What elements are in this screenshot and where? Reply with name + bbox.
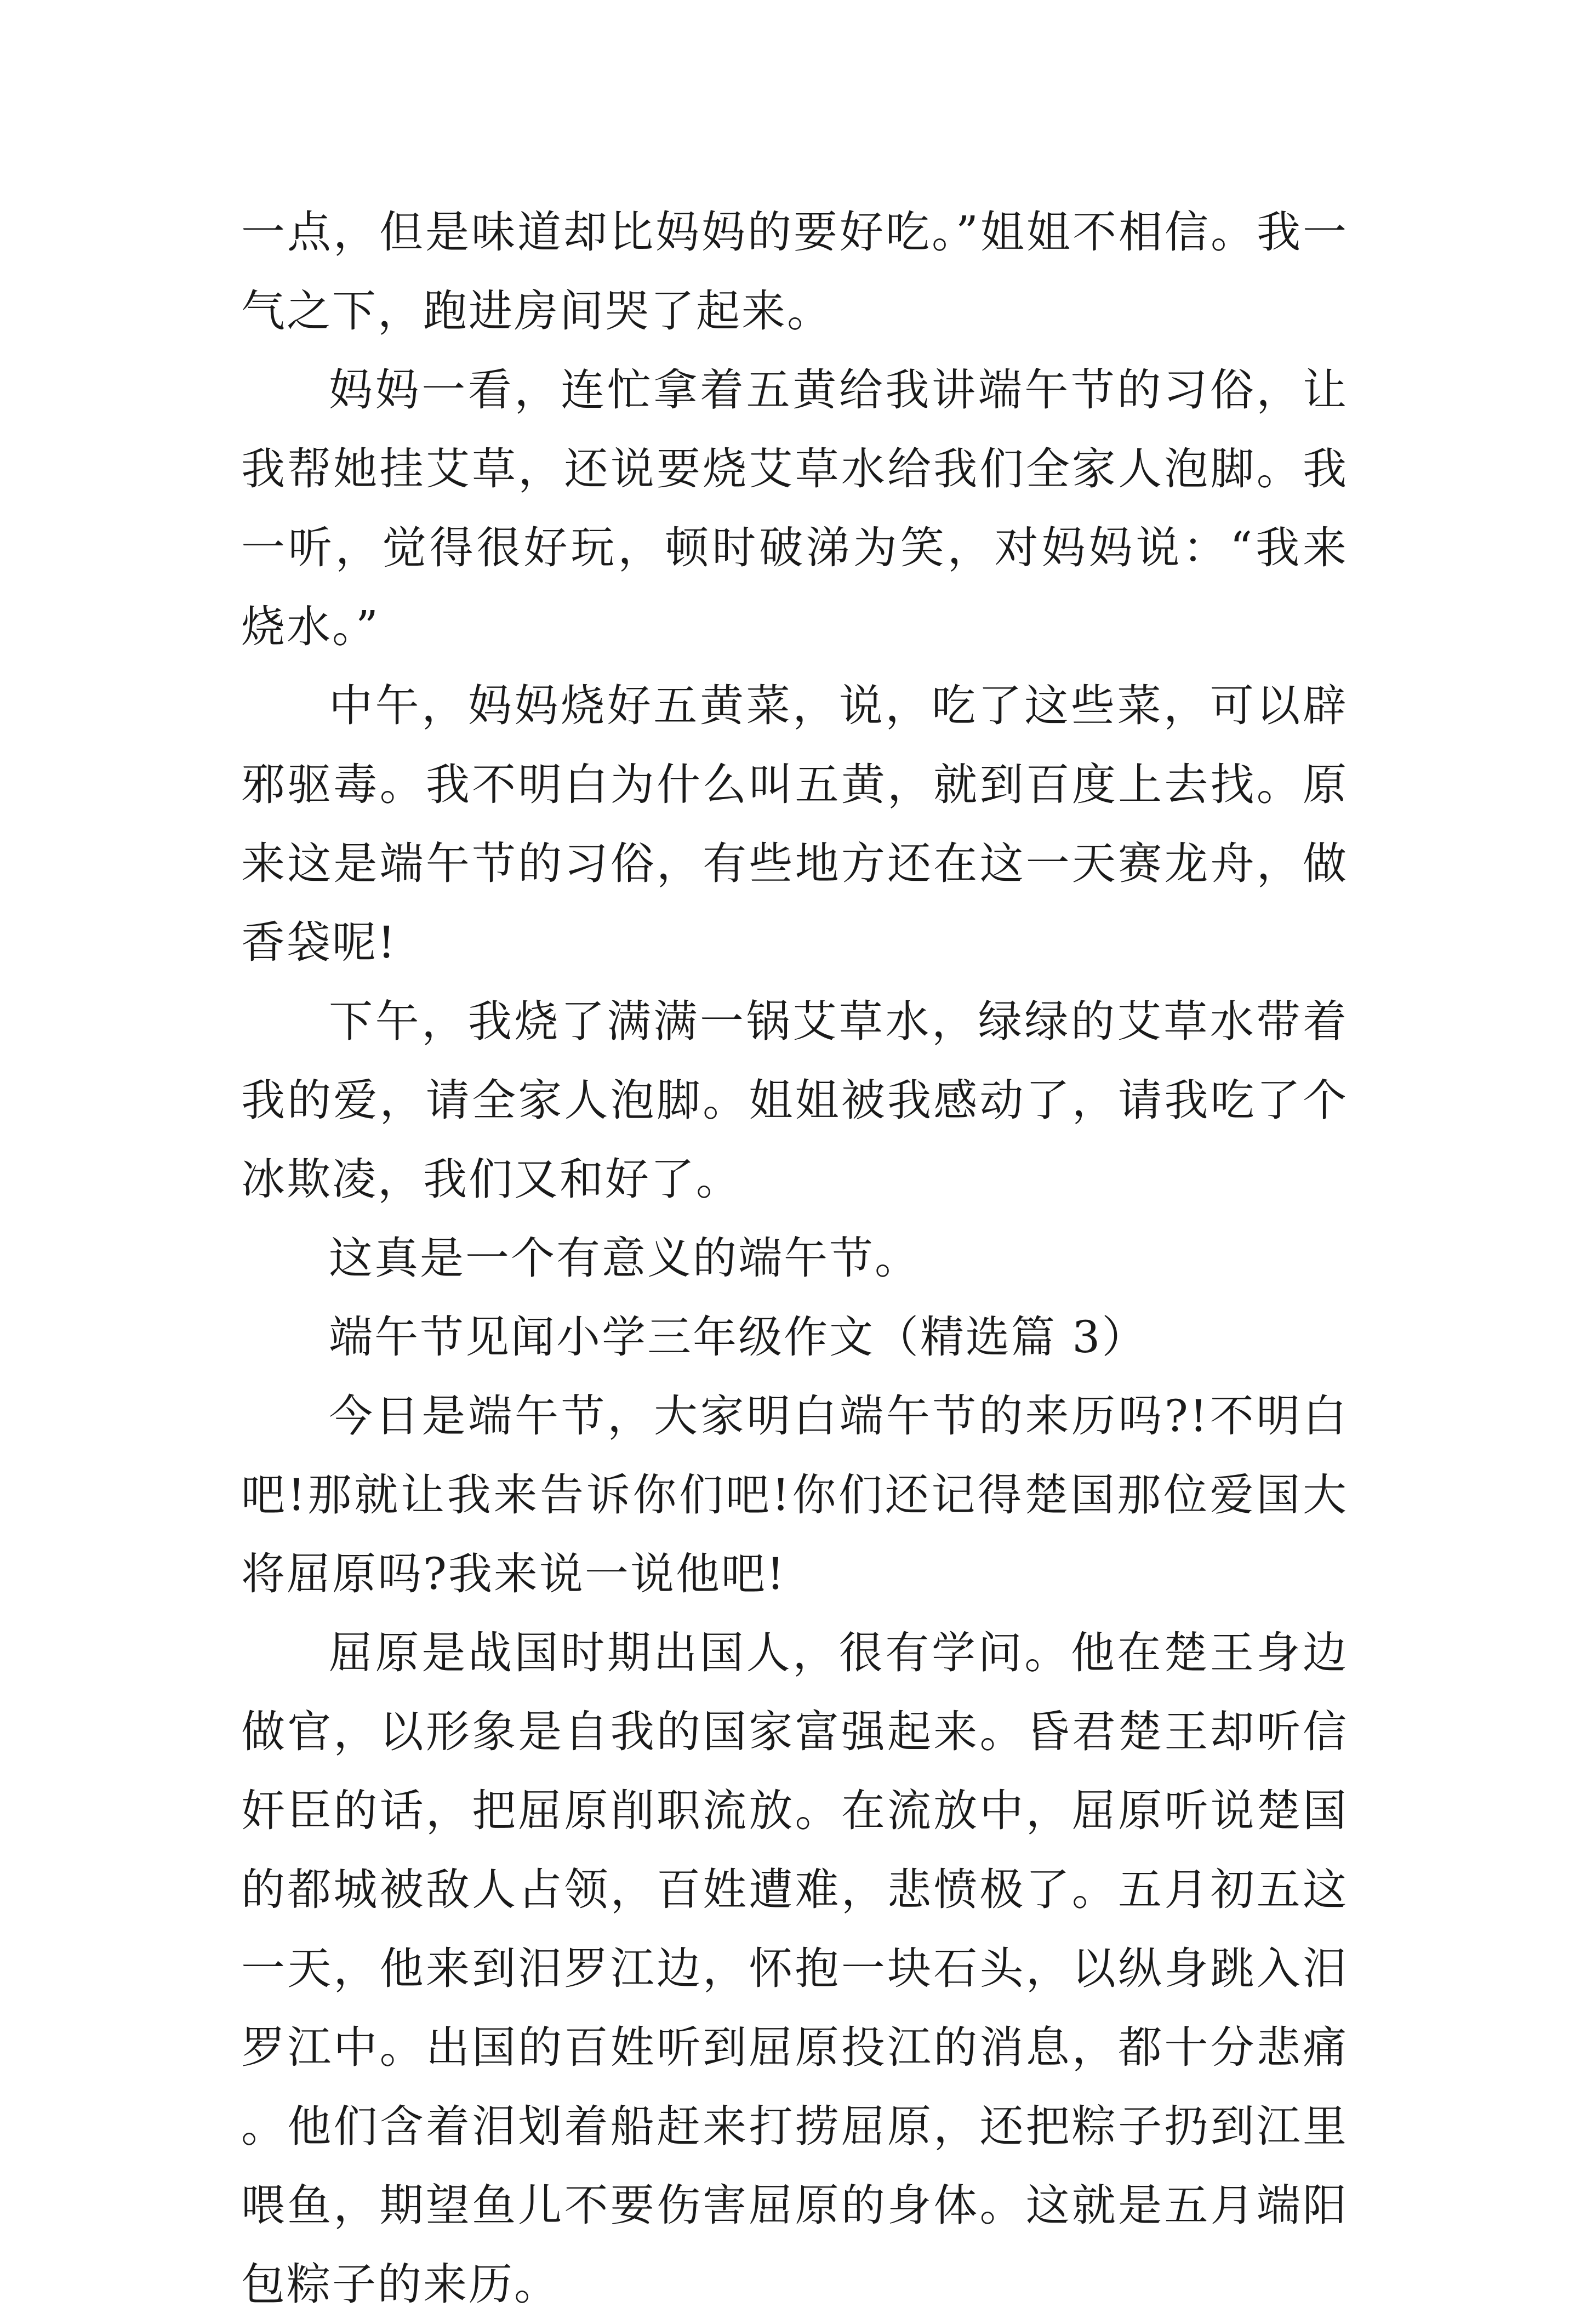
paragraph: 中午，妈妈烧好五黄菜，说，吃了这些菜，可以辟邪驱毒。我不明白为什么叫五黄，就到百度上去找。原来这是端午节的习俗，有些地方还在这一天赛龙舟，做香袋呢! bbox=[241, 680, 1348, 968]
paragraph: 一点，但是味道却比妈妈的要好吃。”姐姐不相信。我一气之下，跑进房间哭了起来。 bbox=[241, 207, 1348, 337]
paragraph: 妈妈一看，连忙拿着五黄给我讲端午节的习俗，让我帮她挂艾草，还说要烧艾草水给我们全家人泡脚。我一听，觉得很好玩，顿时破涕为笑，对妈妈说：“我来烧水。” bbox=[241, 364, 1348, 652]
paragraph: 屈原是战国时期出国人，很有学问。他在楚王身边做官，以形象是自我的国家富强起来。昏君楚王却听信奸臣的话，把屈原削职流放。在流放中，屈原听说楚国的都城被敌人占领，百姓遭难，悲愤极了。五月初五这一天，他来到汨罗江边，怀抱一块石头，以纵身跳入汨罗江中。出国的百姓听到屈原投江的消息，都十分悲痛。他们含着泪划着船赶来打捞屈原，还把粽子扔到江里喂鱼，期望鱼儿不要伤害屈原的身体。这就是五月端阳包粽子的来历。 bbox=[241, 1627, 1348, 2310]
section-heading: 端午节见闻小学三年级作文（精选篇 3） bbox=[329, 1312, 1148, 1363]
paragraph: 今日是端午节，大家明白端午节的来历吗?!不明白吧!那就让我来告诉你们吧!你们还记得楚国那位爱国大将屈原吗?我来说一说他吧! bbox=[241, 1391, 1348, 1599]
paragraph: 这真是一个有意义的端午节。 bbox=[329, 1233, 920, 1284]
paragraph: 下午，我烧了满满一锅艾草水，绿绿的艾草水带着我的爱，请全家人泡脚。姐姐被我感动了，请我吃了个冰欺凌，我们又和好了。 bbox=[241, 996, 1348, 1205]
document-page bbox=[241, 193, 1348, 2324]
